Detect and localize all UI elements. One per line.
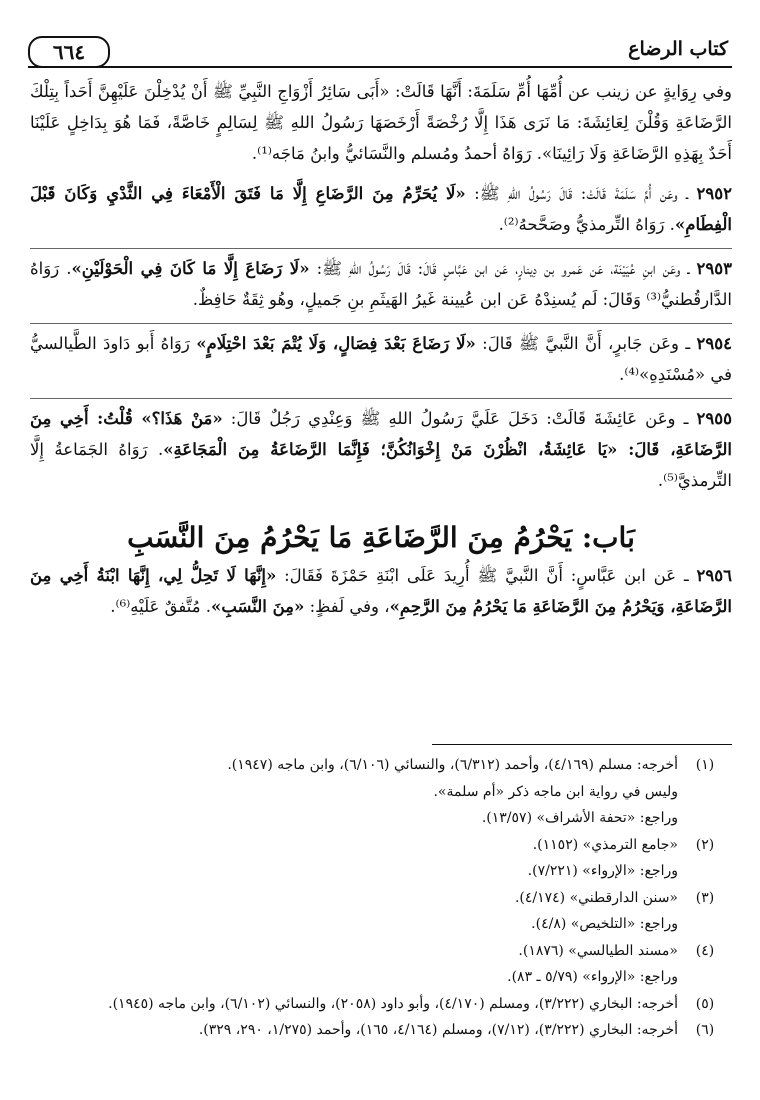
hadith-tail: . رَوَاهُ الدَّارقُطنيُّ⁽³⁾ وَقَالَ: لَم يُسنِدْهُ عَن ابن عُيينة غَيرُ الهَيثَمِ بنِ جَميلٍ، وهُو ثِقَةٌ حَافِظٌ. (30, 259, 732, 309)
hadith-quote: «لَا رَضَاعَ بَعْدَ فِصَالٍ، وَلَا يُتْمَ بَعْدَ احْتِلَامٍ» (196, 334, 476, 353)
footnote-5 (30, 991, 732, 1018)
page-header (28, 36, 732, 66)
separator (30, 248, 732, 249)
hadith-lead: ـ وعَن عَائِشَةَ قَالَتْ: دَخَلَ عَلَيَّ رَسُولُ اللهِ ﷺ وَعِنْدِي رَجُلٌ قَالَ: (222, 409, 697, 428)
hadith-lead: ـ وعَن جَابرٍ، أَنَّ النَّبيَّ ﷺ قَالَ: (475, 334, 697, 353)
footnote-4 (30, 938, 732, 991)
hadith-lead: ـ وعَن ابنِ عُيَيْنَة، عَن عَمرو بن دِينارٍ، عَن ابن عَبَّاسٍ قَالَ: قَالَ رَسُولُ اللهِ ﷺ: (309, 259, 697, 278)
footnote-line: وراجع: «الإرواء» (٥/٧٩ ـ ٨٣). (507, 969, 678, 985)
hadith-2953 (30, 253, 732, 315)
header-rule (28, 66, 732, 68)
running-title: كتاب الرضاع (628, 38, 728, 60)
hadith-2955 (30, 403, 732, 496)
separator (30, 323, 732, 324)
page-number: ٦٦٤ (28, 36, 110, 68)
hadith-lead: ـ وعَن أُمِّ سَلَمَةَ قَالَتْ: قَالَ رَسُولُ اللهِ ﷺ: (465, 184, 697, 203)
hadith-number: ٢٩٥٣ (696, 259, 732, 278)
footnote-line: وليس في رواية ابن ماجه ذكر «أم سلمة». (433, 783, 678, 800)
hadith-tail: . رَوَاهُ الجَمَاعةُ إِلَّا التِّرمذيَّ⁽⁵⁾. (30, 440, 732, 490)
hadith-quote-alt: «مِنَ النَّسَبِ» (211, 597, 305, 616)
hadith-tail: . مُتَّفقٌ عَلَيْهِ⁽⁶⁾. (110, 597, 212, 616)
footnote-text (30, 938, 678, 991)
footnote-line: «مسند الطيالسي» (١٨٧٦). (518, 942, 678, 959)
chapter-heading: بَاب: يَحْرُمُ مِنَ الرَّضَاعَةِ مَا يَحْرُمُ مِنَ النَّسَبِ (127, 521, 635, 554)
hadith-tail: رَوَاهُ أَبو دَاودَ الطَّيالسيُّ في «مُسْنَدِهِ»⁽⁴⁾. (30, 334, 732, 384)
hadith-quote: «إِنَّهَا لَا تَحِلُّ لِي، إِنَّهَا ابْنَةُ أَخِي مِنَ الرَّضَاعَةِ، وَيَحْرُمُ مِنَ الرَّضَاعَةِ مَا يَحْرُمُ مِنَ الرَّحِمِ» (30, 566, 732, 616)
footnote-number: (٤) (695, 942, 715, 959)
footnote-1 (30, 752, 732, 832)
footnote-number: (٢) (695, 836, 715, 853)
hadith-2956 (30, 560, 732, 622)
footnote-number: (٦) (695, 1022, 715, 1038)
intro-paragraph: وفي رِوَايةٍ عن زينب عن أُمِّهَا أُمِّ سَلَمَةَ: أَنَّهَا قَالَتْ: «أَبَى سَائِرُ أَزْوَاجِ النَّبِيِّ ﷺ أَنْ يُدْخِلْنَ عَلَيْهِنَّ أَحَداً بِتِلْكَ الرَّضَاعَةِ وَقُلْنَ لِعَائِشَةَ: مَا نَرَى هَذَا إِلَّا رُخْصَةً أَرْخَصَهَا رَسُولُ اللهِ ﷺ لِسَالِمٍ خَاصَّةً، فَمَا هُوَ بِدَاخِلٍ عَلَيْنَا أَحَدٌ بِهَذِهِ الرَّضَاعَةِ وَلَا رَائِينَا». رَوَاهُ أحمدُ ومُسلم والنَّسَائيُّ وابنُ مَاجَه⁽¹⁾. (30, 82, 732, 163)
hadith-quote: «مَنْ هَذَا؟» قُلْتُ: أَخِي مِنَ الرَّضَاعَةِ، قَالَ: «يَا عَائِشَةُ، انْظُرْنَ مَنْ إِخْوَانُكُنَّ؛ فَإِنَّمَا الرَّضَاعَةُ مِنَ الْمَجَاعَةِ» (30, 409, 732, 459)
footnote-line: «جامع الترمذي» (١١٥٢). (532, 836, 678, 853)
footnote-text (30, 1017, 678, 1044)
hadith-quote: «لَا رَضَاعَ إِلَّا مَا كَانَ فِي الْحَوْلَيْنِ» (71, 259, 310, 278)
hadith-tail: . رَوَاهُ التِّرمذيُّ وصَحَّحهُ⁽²⁾. (498, 215, 675, 234)
footnote-number: (٥) (695, 995, 715, 1012)
footnote-6 (30, 1017, 732, 1044)
hadith-number: ٢٩٥٢ (696, 184, 732, 203)
footnote-text (30, 885, 678, 938)
footnote-line: وراجع: «الإرواء» (٧/٢٢١). (527, 863, 678, 879)
footnote-line: وراجع: «التلخيص» (٤/٨). (531, 916, 678, 932)
hadith-2952 (30, 178, 732, 240)
footnote-3 (30, 885, 732, 938)
footnote-text (30, 991, 678, 1018)
footnote-line: أخرجه: مسلم (٤/١٦٩)، وأحمد (٦/٣١٢)، والنسائي (٦/١٠٦)، وابن ماجه (١٩٤٧). (227, 757, 678, 773)
separator (30, 398, 732, 399)
footnote-2 (30, 832, 732, 885)
footnote-text (30, 752, 678, 832)
main-text (30, 76, 732, 622)
footnote-number: (١) (695, 757, 715, 773)
footnote-line: «سنن الدارقطني» (٤/١٧٤). (514, 889, 678, 906)
footnote-rule (432, 744, 732, 745)
footnote-line: وراجع: «تحفة الأشراف» (١٣/٥٧). (481, 810, 678, 826)
hadith-number: ٢٩٥٦ (696, 566, 732, 585)
footnote-text (30, 832, 678, 885)
footnote-line: أخرجه: البخاري (٣/٢٢٢)، (٧/١٢)، ومسلم (٤/١٦٤، ١٦٥)، وأحمد (١/٢٧٥، ٢٩٠، ٣٢٩). (198, 1022, 678, 1038)
hadith-number: ٢٩٥٥ (696, 409, 732, 428)
footnotes (30, 752, 732, 1044)
hadith-middle: ، وفي لَفظٍ: (304, 597, 390, 616)
hadith-number: ٢٩٥٤ (696, 334, 732, 353)
footnote-number: (٣) (695, 889, 715, 906)
footnote-line: أخرجه: البخاري (٣/٢٢٢)، ومسلم (٤/١٧٠)، وأبو داود (٢٠٥٨)، والنسائي (٦/١٠٢)، وابن ماجه (١٩٤٥). (108, 995, 678, 1012)
hadith-lead: ـ عَن ابن عَبَّاسٍ: أَنَّ النَّبيَّ ﷺ أُرِيدَ عَلَى ابْنَةِ حَمْزَةَ فَقَالَ: (276, 566, 697, 585)
hadith-2954 (30, 328, 732, 390)
hadith-quote: «لَا يُحَرِّمُ مِنَ الرَّضَاعِ إِلَّا مَا فَتَقَ الْأَمْعَاءَ فِي الثَّدْيِ وَكَانَ قَبْلَ الْفِطَامِ» (30, 184, 732, 234)
